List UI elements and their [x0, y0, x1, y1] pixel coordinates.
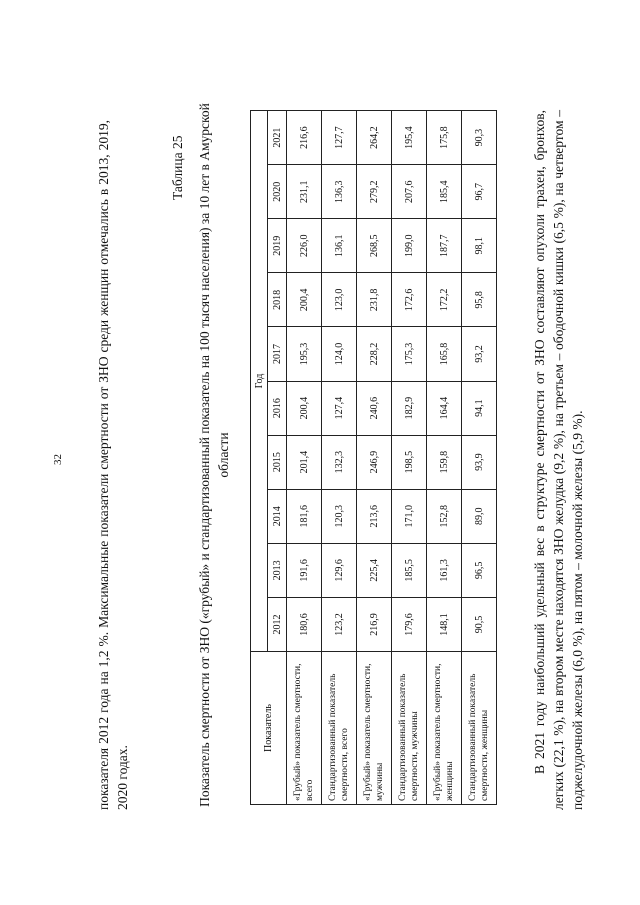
value-cell: 129,6 [322, 543, 357, 597]
value-cell: 182,9 [392, 381, 427, 435]
conclusion-paragraph [530, 110, 587, 810]
table-row [357, 111, 392, 805]
value-cell: 185,5 [392, 543, 427, 597]
value-cell: 187,7 [427, 219, 462, 273]
value-cell: 213,6 [357, 489, 392, 543]
value-cell: 240,6 [357, 381, 392, 435]
value-cell: 171,0 [392, 489, 427, 543]
intro-paragraph: показателя 2012 года на 1,2 %. Максимальные показатели смертности от ЗНО среди женщин отмечались в 2013, 2019, 2020 годах. [96, 120, 130, 810]
value-cell: 264,2 [357, 111, 392, 165]
value-cell: 89,0 [462, 489, 497, 543]
value-cell: 159,8 [427, 435, 462, 489]
value-cell: 216,9 [357, 597, 392, 651]
indicator-column-header: Показатель [251, 652, 287, 805]
value-cell: 246,9 [357, 435, 392, 489]
value-cell: 96,5 [462, 543, 497, 597]
value-cell: 216,6 [287, 111, 322, 165]
table-row [427, 111, 462, 805]
table-row [392, 111, 427, 805]
indicator-cell: «Грубый» показатель смертности, мужчины [357, 652, 392, 805]
year-header: 2020 [268, 165, 287, 219]
value-cell: 148,1 [427, 597, 462, 651]
value-cell: 123,2 [322, 597, 357, 651]
value-cell: 199,0 [392, 219, 427, 273]
value-cell: 200,4 [287, 273, 322, 327]
value-cell: 93,9 [462, 435, 497, 489]
indicator-cell: «Грубый» показатель смертности, всего [287, 652, 322, 805]
table-row [462, 111, 497, 805]
indicator-cell: Стандартизованный показатель смертности, мужчины [392, 652, 427, 805]
value-cell: 90,5 [462, 597, 497, 651]
value-cell: 136,3 [322, 165, 357, 219]
value-cell: 172,2 [427, 273, 462, 327]
indicator-cell: Стандартизованный показатель смертности, всего [322, 652, 357, 805]
year-header: 2015 [268, 435, 287, 489]
value-cell: 123,0 [322, 273, 357, 327]
value-cell: 132,3 [322, 435, 357, 489]
value-cell: 201,4 [287, 435, 322, 489]
year-header: 2018 [268, 273, 287, 327]
value-cell: 95,8 [462, 273, 497, 327]
value-cell: 124,0 [322, 327, 357, 381]
value-cell: 191,6 [287, 543, 322, 597]
table-row [287, 111, 322, 805]
value-cell: 231,8 [357, 273, 392, 327]
year-header: 2017 [268, 327, 287, 381]
value-cell: 268,5 [357, 219, 392, 273]
year-header: 2013 [268, 543, 287, 597]
value-cell: 225,4 [357, 543, 392, 597]
table-row [322, 111, 357, 805]
page-number: 32 [52, 454, 64, 465]
value-cell: 279,2 [357, 165, 392, 219]
year-header: 2016 [268, 381, 287, 435]
value-cell: 161,3 [427, 543, 462, 597]
value-cell: 93,2 [462, 327, 497, 381]
year-header: 2021 [268, 111, 287, 165]
value-cell: 179,6 [392, 597, 427, 651]
indicator-cell: Стандартизованный показатель смертности, женщины [462, 652, 497, 805]
value-cell: 172,6 [392, 273, 427, 327]
table-caption: Показатель смертности от ЗНО («грубый» и стандартизованный показатель на 100 тысяч населения) за 10 лет в Амурской области [197, 103, 231, 807]
value-cell: 200,4 [287, 381, 322, 435]
table-body [287, 111, 497, 805]
value-cell: 98,1 [462, 219, 497, 273]
mortality-table [250, 110, 497, 805]
year-header: 2014 [268, 489, 287, 543]
value-cell: 195,3 [287, 327, 322, 381]
table-label: Таблица 25 [170, 135, 185, 200]
value-cell: 207,6 [392, 165, 427, 219]
value-cell: 175,3 [392, 327, 427, 381]
value-cell: 90,3 [462, 111, 497, 165]
value-cell: 226,0 [287, 219, 322, 273]
year-header: 2012 [268, 597, 287, 651]
indicator-cell: «Грубый» показатель смертности, женщины [427, 652, 462, 805]
table-header-row [251, 111, 268, 805]
year-group-header: Год [251, 111, 268, 652]
year-header: 2019 [268, 219, 287, 273]
value-cell: 175,8 [427, 111, 462, 165]
value-cell: 152,8 [427, 489, 462, 543]
value-cell: 94,1 [462, 381, 497, 435]
value-cell: 195,4 [392, 111, 427, 165]
value-cell: 228,2 [357, 327, 392, 381]
value-cell: 180,6 [287, 597, 322, 651]
value-cell: 164,4 [427, 381, 462, 435]
value-cell: 181,6 [287, 489, 322, 543]
value-cell: 231,1 [287, 165, 322, 219]
value-cell: 96,7 [462, 165, 497, 219]
value-cell: 185,4 [427, 165, 462, 219]
conclusion-text: В 2021 году наибольший удельный вес в структуре смертности от ЗНО составляют опухоли трахеи, бронхов, легких (22,1 %), на втором месте находятся ЗНО желудка (9,2 %), на третьем – ободочной кишки (6,5 %), на четвертом – поджелудочной железы (6,0 %), на пятом – молочной железы (5,9 %). [532, 110, 585, 810]
value-cell: 127,7 [322, 111, 357, 165]
value-cell: 198,5 [392, 435, 427, 489]
value-cell: 165,8 [427, 327, 462, 381]
value-cell: 136,1 [322, 219, 357, 273]
value-cell: 127,4 [322, 381, 357, 435]
value-cell: 120,3 [322, 489, 357, 543]
